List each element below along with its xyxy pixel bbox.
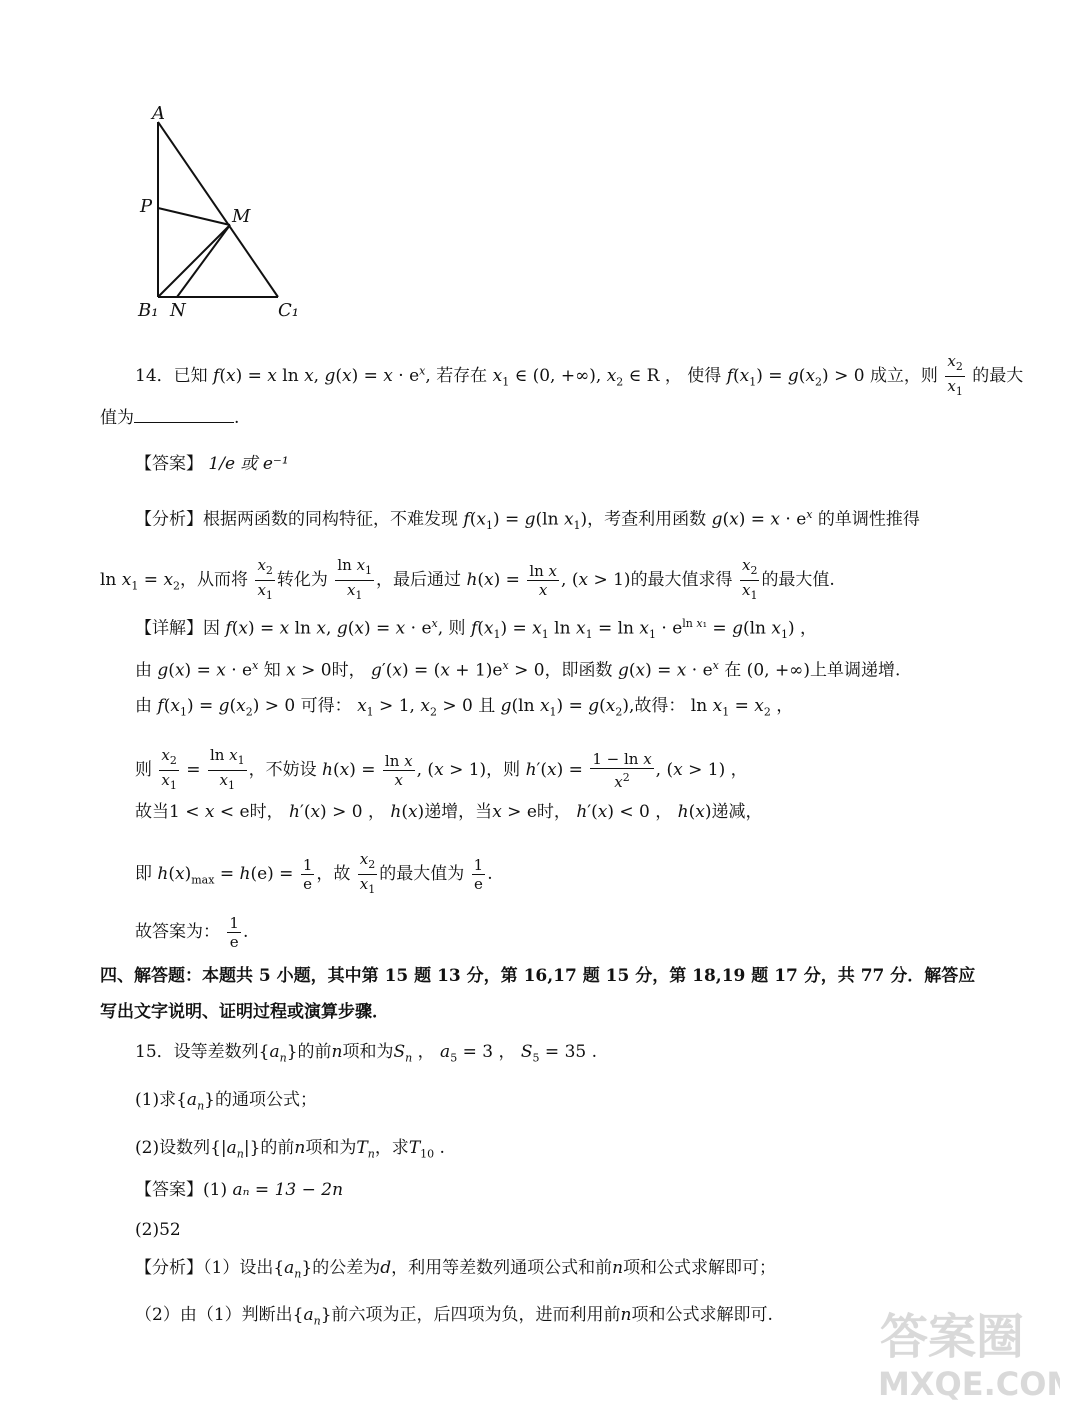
label-A: A — [152, 103, 165, 124]
answer-value: 1/e 或 e⁻¹ — [208, 454, 289, 474]
q14-analysis-line1: 【分析】根据两函数的同构特征，不难发现 $f(x_1) = g(\ln$ $x_1$)，考查利用函数 $g(x) = x \cdot e^x$ 的单调性推得 — [135, 508, 920, 533]
text: 故当 — [135, 802, 169, 822]
text: 的通项公式； — [214, 1090, 317, 1110]
text: ，利用等差数列通项公式和前 — [391, 1258, 613, 1278]
text: 即 — [135, 864, 152, 884]
q14-detail-line7: 故答案为： $\frac{1}{e}$ . — [135, 914, 249, 951]
text: 递增，当 — [424, 802, 493, 822]
q14-detail-line2: 由 $g(x) = x \cdot e^x$ 知 x > 0时， $g'(x) = (x + 1)e^x > 0$，即函数 $g(x) = x \cdot e^x$ 在 (0, +∞)上单调递增. — [135, 659, 901, 681]
text: 的最大值. — [761, 570, 835, 590]
q15-analysis-line1: 【分析】（1）设出$\{a_n\}$的公差为d，利用等差数列通项公式和前n项和公式求解即可； — [135, 1258, 777, 1281]
q15-analysis-line2: （2）由（1）判断出$\{a_n\}$前六项为正，后四项为负，进而利用前n项和公式求解即可. — [135, 1305, 773, 1328]
text: 则 — [448, 618, 466, 639]
label-C1: C₁ — [278, 300, 299, 321]
watermark-logo — [870, 1293, 1060, 1403]
text: 由 — [135, 696, 152, 716]
watermark-en: MXQE.COM — [878, 1365, 1060, 1403]
text: (2)设数列 — [135, 1138, 211, 1158]
fraction: $\frac{1}{e}$ — [302, 856, 313, 893]
text: 已知 — [173, 366, 208, 386]
triangle-figure — [130, 100, 320, 325]
text: ，最后通过 — [376, 570, 462, 590]
detail-label: 【详解】 — [135, 618, 203, 639]
q14-stem-line1: 14．已知 f(x) = x ln x, $g(x) = x \cdot e^x$, 若存在 $x_1$ ∈ (0, +∞), $x_2$ ∈ R ， 使得 $f(x_1) = g(x_2) > 0$ 成立，则 $\frac{x_2}{x_1}$ 的最大 — [135, 352, 1023, 401]
watermark-cn: 答案圈 — [880, 1309, 1025, 1365]
text: 使得 — [687, 366, 722, 386]
text: ，从而将 — [180, 570, 249, 590]
text: ，即函数 — [544, 660, 613, 681]
triangle-diagram — [130, 100, 320, 325]
fraction: $\frac{\ln x_1}{x_1}$ — [337, 556, 373, 602]
answer-blank — [134, 404, 234, 423]
text: ，不妨设 — [248, 760, 317, 780]
text: ，求 — [374, 1138, 409, 1158]
text: . — [234, 408, 240, 428]
q15-answer-part2: (2)52 — [135, 1220, 181, 1240]
section-heading-line2: 写出文字说明、证明过程或演算步骤． — [100, 1002, 389, 1022]
fraction: $\frac{1}{e}$ — [473, 856, 484, 893]
text: 项和公式求解即可； — [623, 1258, 777, 1278]
text: （2）由（1）判断出 — [135, 1305, 293, 1325]
label-M: M — [232, 206, 251, 227]
label-B1: B₁ — [138, 300, 159, 321]
text: 时， — [536, 802, 571, 822]
fraction: $\frac{x_2}{x_1}$ — [947, 352, 963, 398]
q14-stem-line2 — [100, 404, 239, 430]
text: 设等差数列 — [173, 1042, 259, 1062]
text: 时， — [331, 660, 366, 681]
fraction: $\frac{\ln x_1}{x_1}$ — [209, 746, 245, 792]
fraction: $\frac{x_2}{x_1}$ — [741, 556, 758, 602]
text: 若存在 — [436, 366, 488, 386]
q15-part2: (2)设数列$\{|a_n|\}$的前n项和为$T_n$，求$T_{10}$ . — [135, 1138, 445, 1161]
text: 的最大值求得 — [630, 570, 733, 590]
analysis-label: 【分析】 — [135, 1258, 203, 1278]
q15-answer — [135, 1178, 343, 1202]
text: 项和为 — [305, 1138, 357, 1158]
q15-part1: (1)求$\{a_n\}$的通项公式； — [135, 1090, 317, 1113]
question-number: 14． — [135, 366, 174, 386]
text: 故答案为： — [135, 922, 220, 942]
text: （1）设出 — [203, 1258, 274, 1278]
text: 的最大值为 — [379, 864, 465, 884]
text: 时， — [249, 802, 284, 822]
answer-label: 【答案】 — [135, 1180, 203, 1200]
text: 且 — [478, 696, 496, 716]
question-number: 15． — [135, 1042, 174, 1062]
text: ，故 — [316, 864, 351, 884]
q14-detail-line6: 即 $h(x)_{max} = h(e)$ = $\frac{1}{e}$ ，故 $\frac{x_2}{x_1}$ 的最大值为 $\frac{1}{e}$ . — [135, 850, 493, 899]
text: 则 — [135, 760, 152, 780]
q14-detail-line5: 故当1 < x < e时， h′(x) > 0 ， h(x)递增，当x > e时， h′(x) < 0 ， h(x)递减， — [135, 802, 763, 822]
text: 成立，则 — [869, 366, 938, 386]
fraction: $\frac{x_2}{x_1}$ — [161, 746, 177, 792]
text: (1) — [203, 1180, 228, 1200]
text: 由 — [135, 660, 152, 681]
fraction: $\frac{x_2}{x_1}$ — [257, 556, 273, 602]
text: 项和为 — [342, 1042, 394, 1062]
text: ，则 — [486, 760, 521, 780]
text: 因 — [203, 618, 220, 639]
q14-detail-line3: 由 $f(x_1) = g(x_2) > 0$ 可得： $x_1 > 1$, $x_2 > 0$ 且 g(ln $x_1) = g(x_2)$,故得： $\ln x_1 = x_2$ ， — [135, 696, 794, 719]
text: 项和公式求解即可. — [631, 1305, 773, 1325]
text: 递减， — [711, 802, 763, 822]
text: (1)求 — [135, 1090, 177, 1110]
q14-detail-line4: 则 $\frac{x_2}{x_1}$ = $\frac{\ln x_1}{x_1}$ ，不妨设 h(x) = $\frac{\text{ln x}}{x}$ , (x > 1)，则 h′(x) = $\frac{\text{1 − ln x}}{x^2}$ , (x > 1) ， — [135, 746, 748, 795]
analysis-label: 【分析】 — [135, 509, 203, 530]
label-P: P — [140, 196, 153, 217]
text: 转化为 — [276, 570, 328, 590]
text: 在 — [724, 660, 742, 681]
text: 上单调递增. — [809, 660, 901, 681]
text: 的最大 — [972, 366, 1024, 386]
text: ，考查利用函数 — [587, 509, 707, 530]
fraction: $\frac{1}{e}$ — [229, 914, 239, 951]
answer-label: 【答案】 — [135, 454, 203, 474]
fraction: $\frac{\text{ln x}}{x}$ — [384, 752, 413, 789]
fraction: $\frac{\text{1 − ln x}}{x^2}$ — [592, 750, 652, 791]
text: 知 — [263, 660, 281, 681]
text: ,故得： — [628, 696, 686, 716]
q14-answer — [135, 452, 289, 476]
q14-detail-line1: 【详解】因 f(x) = x ln x, $g(x) = x \cdot e^x$, 则 $f(x_1) = x_1$ $\ln x_1 = \ln x_1 \cdot e^{ln x_1} = g(\ln$ $x_1$) ， — [135, 617, 818, 642]
section-heading-line1: 四、解答题：本题共 5 小题，其中第 15 题 13 分，第 16,17 题 15 分，第 18,19 题 17 分，共 77 分．解答应 — [100, 966, 976, 986]
text: 的前 — [297, 1042, 332, 1062]
q15-stem: 15．设等差数列$\{a_n\}$的前n项和为$S_n$ ， $a_5 = 3$ ， $S_5 = 35$ . — [135, 1042, 598, 1065]
q14-analysis-line2: $\ln x_1 = x_2$，从而将 $\frac{x_2}{x_1}$ 转化为 $\frac{\ln x_1}{x_1}$ ，最后通过 h(x) = $\frac{\text{ln x}}{x}$ , (x > 1)的最大值求得 $\frac{x_2}{x_1}$ 的最大值. — [100, 556, 835, 605]
fraction: $\frac{\text{ln x}}{x}$ — [529, 562, 558, 599]
text: 的公差为 — [312, 1258, 381, 1278]
answer-formula: aₙ = 13 − 2n — [232, 1180, 344, 1200]
label-N: N — [170, 300, 186, 321]
text: 根据两函数的同构特征，不难发现 — [203, 509, 458, 530]
text: 值为 — [100, 408, 134, 428]
text: 的前 — [260, 1138, 295, 1158]
text: 的单调性推得 — [817, 509, 920, 530]
text: 前六项为正，后四项为负，进而利用前 — [331, 1305, 621, 1325]
fraction: $\frac{x_2}{x_1}$ — [359, 850, 376, 896]
text: 可得： — [300, 696, 352, 716]
